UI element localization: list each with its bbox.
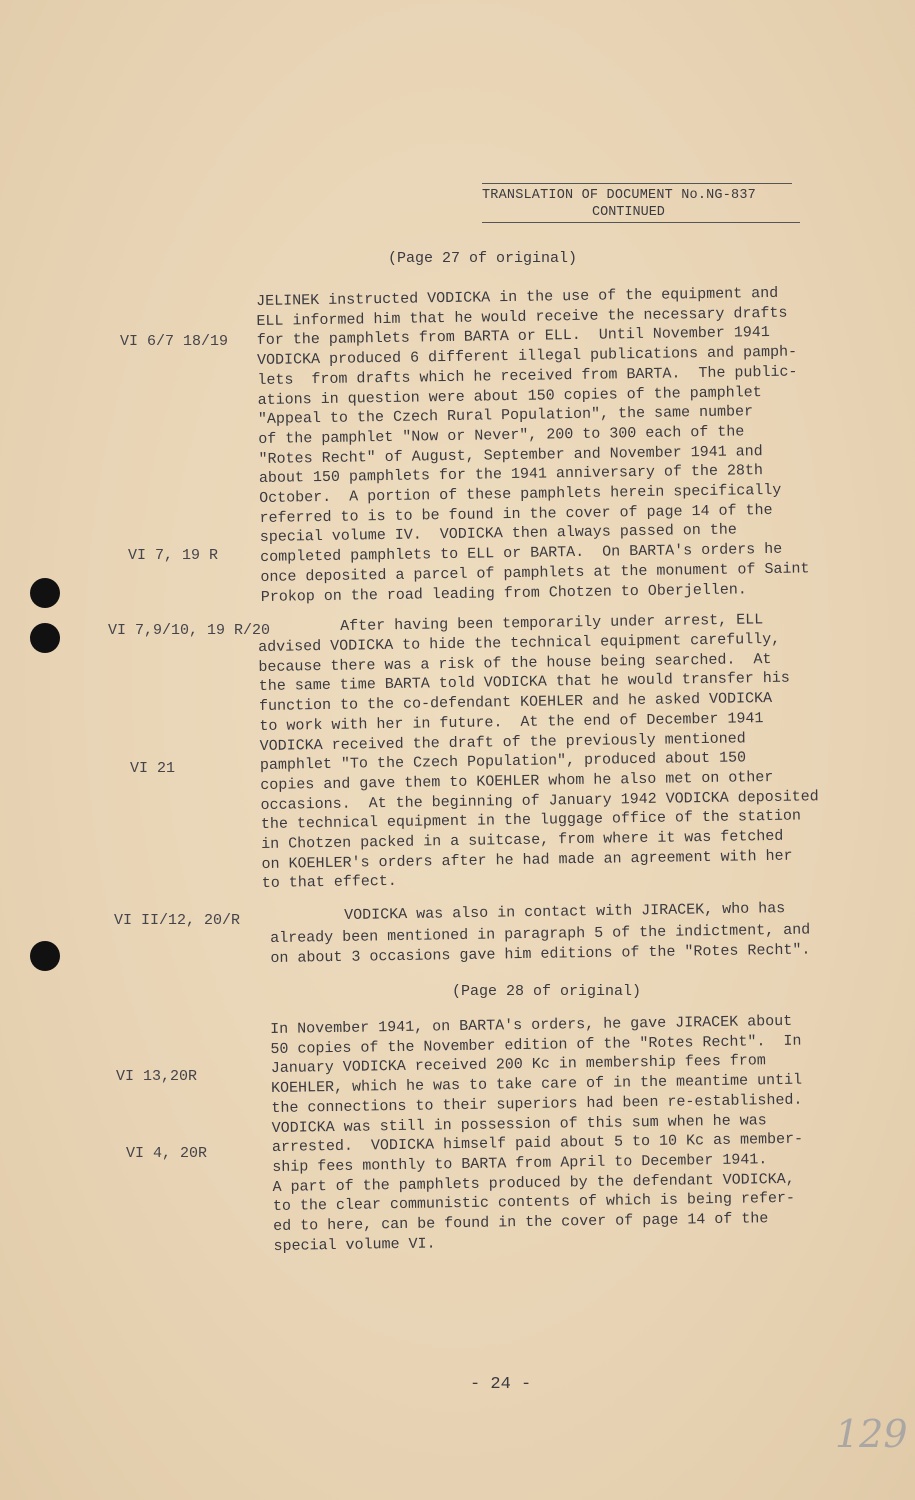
header-title: TRANSLATION OF DOCUMENT No.NG-837 — [482, 188, 756, 203]
paragraph-first-line: After having been temporarily under arrest, ELL — [340, 611, 764, 635]
page-reference: (Page 28 of original) — [452, 983, 642, 1000]
handwritten-folio-number: 129 — [835, 1412, 908, 1456]
paragraph: JELINEK instructed VODICKA in the use of the equipment and ELL informed him that he would receive the necessary drafts for the pamphlets from BARTA or ELL. Until November 1941 VODICKA produced 6 different illegal publications and pamph- lets from drafts which he received from BARTA. The public- ations in question were about 150 copies of the pamphlet "Appeal to the Czech Rural Population", the same number of the pamphlet "Now or Never", 200 to 300 each of the "Rotes Recht" of August, September and November 1941 and about 150 pamphlets for the 1941 anniversary of the 28th October. A portion of these pamphlets herein specifically referred to is to be found in the cover of page 14 of the special volume IV. VODICKA then always passed on the completed pamphlets to ELL or BARTA. On BARTA's orders he once deposited a parcel of pamphlets at the monument of Saint Prokop on the road leading from Chotzen to Oberjellen. — [256, 284, 810, 606]
header-rule — [482, 183, 792, 184]
margin-reference: VI 21 — [130, 760, 176, 777]
header-subtitle: CONTINUED — [592, 205, 665, 220]
paragraph: already been mentioned in paragraph 5 of the indictment, and on about 3 occasions gave him editions of the "Rotes Recht". — [270, 921, 811, 967]
margin-reference: VI 4, 20R — [126, 1145, 208, 1162]
margin-reference: VI II/12, 20/R — [114, 912, 241, 929]
paragraph: advised VODICKA to hide the technical equipment carefully, because there was a risk of the house being searched. At the same time BARTA told VODICKA that he would transfer his function to the co-defendant KOEHLER and he asked VODICKA to work with her in future. At the end of December 1941 VODICKA received the draft of the previously mentioned pamphlet "To the Czech Population", produced about 150 copies and gave them to KOEHLER whom he also met on other occasions. At the beginning of January 1942 VODICKA deposited the technical equipment in the luggage office of the station in Chotzen packed in a suitcase, from where it was fetched on KOEHLER's orders after he had made an agreement with her to that effect. — [258, 630, 819, 893]
page-number: - 24 - — [470, 1375, 532, 1394]
margin-reference: VI 6/7 18/19 — [120, 333, 229, 350]
margin-reference: VI 7,9/10, 19 R/20 — [108, 622, 271, 639]
margin-reference: VI 7, 19 R — [128, 547, 219, 564]
punch-hole — [30, 941, 60, 971]
paragraph: In November 1941, on BARTA's orders, he gave JIRACEK about 50 copies of the November edition of the "Rotes Recht". In January VODICKA received 200 Kc in membership fees from KOEHLER, which he was to take care of in the meantime until the connections to their superiors had been re-established. VODICKA was still in possession of this sum when he was arrested. VODICKA himself paid about 5 to 10 Kc as member- ship fees monthly to BARTA from April to December 1941. A part of the pamphlets produced by the defendant VODICKA, to the clear communistic contents of which is being refer- ed to here, can be found in the cover of page 14 of the special volume VI. — [270, 1012, 804, 1255]
document-header — [482, 183, 802, 223]
paragraph-first-line: VODICKA was also in contact with JIRACEK, who has — [344, 900, 786, 924]
punch-hole — [30, 623, 60, 653]
punch-hole — [30, 578, 60, 608]
page-reference: (Page 27 of original) — [388, 250, 578, 267]
margin-reference: VI 13,20R — [116, 1068, 198, 1085]
header-rule — [482, 222, 800, 223]
